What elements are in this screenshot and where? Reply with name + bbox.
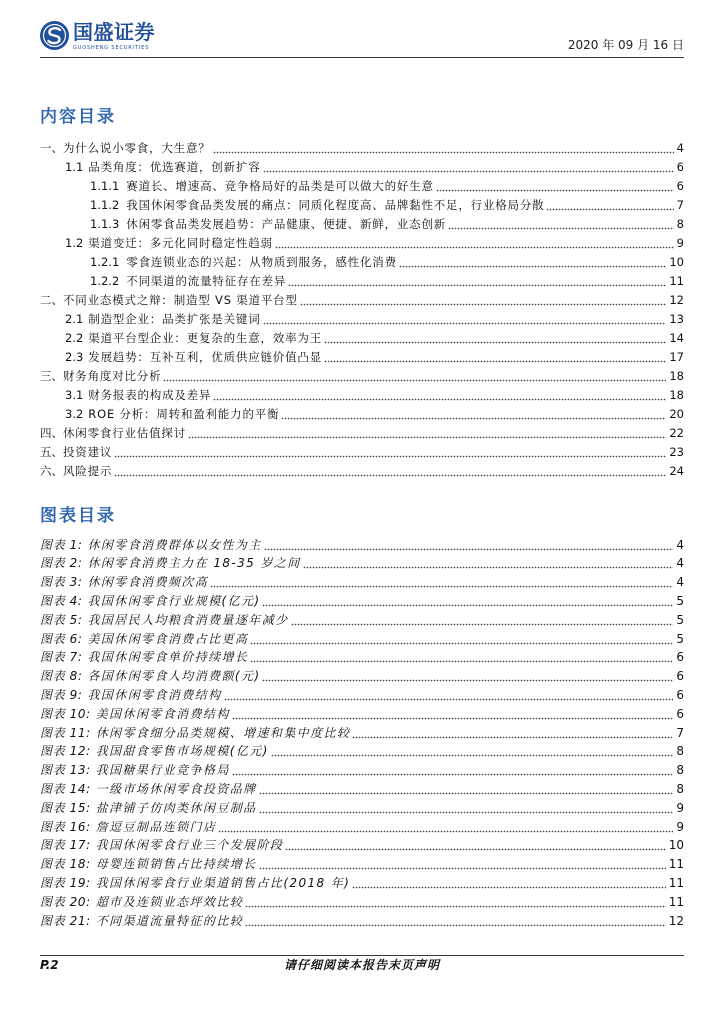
toc-entry-number: 3.1 bbox=[65, 388, 84, 402]
dot-leader bbox=[546, 196, 673, 215]
toc-entry-number: 四、 bbox=[40, 426, 63, 440]
figure-page: 6 bbox=[676, 669, 684, 684]
toc-entry-number: 1.1.2 bbox=[90, 198, 120, 212]
dot-leader bbox=[213, 139, 674, 158]
toc-entry-title: 发展趋势：互补互利，优质供应链价值凸显 bbox=[88, 350, 322, 364]
toc-entry-number: 3.2 bbox=[65, 407, 84, 421]
toc-entry-page: 22 bbox=[669, 426, 684, 440]
figure-title: 母婴连锁销售占比持续增长 bbox=[95, 857, 257, 872]
toc-entry-title: 不同业态模式之辩：制造型 VS 渠道平台型 bbox=[63, 293, 298, 307]
toc-entry-4[interactable] bbox=[40, 424, 684, 443]
footer-divider bbox=[40, 955, 684, 956]
dot-leader bbox=[324, 329, 666, 348]
figure-entry-8[interactable] bbox=[40, 667, 684, 686]
figure-title: 我国休闲零食消费结构 bbox=[87, 687, 222, 702]
figure-page: 8 bbox=[676, 763, 684, 778]
dot-leader bbox=[163, 367, 666, 386]
logo-name: 国盛证券 bbox=[73, 20, 155, 44]
toc-entry-title: 渠道变迁：多元化同时稳定性趋弱 bbox=[88, 236, 273, 250]
dot-leader bbox=[245, 912, 666, 931]
dot-leader bbox=[232, 761, 674, 780]
toc-entry-1-2[interactable] bbox=[40, 234, 684, 253]
dot-leader bbox=[262, 592, 673, 611]
figure-title: 休闲零食消费主力在 18-35 岁之间 bbox=[87, 556, 301, 571]
dot-leader bbox=[436, 177, 674, 196]
figure-entry-4[interactable] bbox=[40, 592, 684, 611]
dot-leader bbox=[259, 799, 674, 818]
figure-page: 4 bbox=[676, 556, 684, 571]
dot-leader bbox=[210, 573, 673, 592]
figure-entry-9[interactable] bbox=[40, 686, 684, 705]
figure-entry-17[interactable] bbox=[40, 836, 684, 855]
toc-entry-number: 1.1.3 bbox=[90, 217, 120, 231]
figure-label: 图表 13: bbox=[40, 763, 91, 778]
dot-leader bbox=[218, 818, 673, 837]
figure-page: 5 bbox=[676, 593, 684, 608]
figure-title: 詹逗豆制品连锁门店 bbox=[95, 819, 217, 834]
guosheng-logo-icon bbox=[39, 20, 70, 51]
figure-label: 图表 3: bbox=[40, 575, 83, 590]
figure-title: 美国休闲零食消费结构 bbox=[95, 706, 230, 721]
figure-title: 我国休闲零食行业渠道销售占比(2018 年) bbox=[95, 875, 351, 890]
toc-entry-1-2-1[interactable] bbox=[40, 253, 684, 272]
toc-entry-title: 风险提示 bbox=[63, 464, 113, 478]
figure-title: 超市及连锁业态坪效比较 bbox=[95, 894, 244, 909]
toc-entry-1-1-3[interactable] bbox=[40, 215, 684, 234]
dot-leader bbox=[288, 272, 666, 291]
figure-entry-18[interactable] bbox=[40, 855, 684, 874]
dot-leader bbox=[263, 310, 667, 329]
toc-entry-page: 18 bbox=[669, 388, 684, 402]
figure-title: 盐津铺子仿肉类休闲豆制品 bbox=[95, 800, 257, 815]
toc-entry-title: 财务角度对比分析 bbox=[63, 369, 162, 383]
logo-wordmark bbox=[73, 20, 155, 51]
toc-entry-title: 品类角度：优选赛道，创新扩容 bbox=[88, 160, 261, 174]
toc-entry-title: 财务报表的构成及差异 bbox=[88, 388, 212, 402]
toc-entry-page: 6 bbox=[676, 179, 684, 193]
toc-entry-number: 五、 bbox=[40, 445, 63, 459]
toc-entry-number: 六、 bbox=[40, 464, 63, 478]
dot-leader bbox=[114, 462, 666, 481]
toc-entry-title: 休闲零食行业估值探讨 bbox=[63, 426, 186, 440]
toc-entry-title: 零食连锁业态的兴起：从物质到服务，感性化消费 bbox=[126, 255, 397, 269]
figure-page: 9 bbox=[676, 819, 684, 834]
figure-entry-5[interactable] bbox=[40, 611, 684, 630]
figure-page: 10 bbox=[668, 838, 684, 853]
figure-page: 8 bbox=[676, 781, 684, 796]
toc-entry-1-2-2[interactable] bbox=[40, 272, 684, 291]
toc-entry-number: 1.2 bbox=[65, 236, 84, 250]
toc-entry-page: 20 bbox=[669, 407, 684, 421]
figure-entry-20[interactable] bbox=[40, 893, 684, 912]
toc-entry-page: 14 bbox=[669, 331, 684, 345]
toc-entry-title: 为什么说小零食，大生意？ bbox=[63, 141, 211, 155]
toc-entry-page: 10 bbox=[669, 255, 684, 269]
toc-entry-3[interactable] bbox=[40, 367, 684, 386]
toc-entry-page: 4 bbox=[676, 141, 684, 155]
figure-label: 图表 15: bbox=[40, 800, 91, 815]
toc-entry-number: 2.2 bbox=[65, 331, 84, 345]
dot-leader bbox=[245, 893, 666, 912]
toc-entry-title: 渠道平台型企业：更复杂的生意，效率为王 bbox=[88, 331, 322, 345]
figure-entry-3[interactable] bbox=[40, 573, 684, 592]
figure-page: 11 bbox=[668, 857, 684, 872]
figure-entry-13[interactable] bbox=[40, 761, 684, 780]
toc-entry-1-1[interactable] bbox=[40, 158, 684, 177]
toc-entry-title: 不同渠道的流量特征存在差异 bbox=[126, 274, 287, 288]
contents-list bbox=[40, 139, 684, 481]
figure-label: 图表 21: bbox=[40, 913, 91, 928]
dot-leader bbox=[224, 686, 674, 705]
toc-entry-5[interactable] bbox=[40, 443, 684, 462]
figure-label: 图表 5: bbox=[40, 612, 83, 627]
figure-label: 图表 18: bbox=[40, 857, 91, 872]
dot-leader bbox=[262, 667, 673, 686]
figure-title: 休闲零食消费频次高 bbox=[87, 575, 209, 590]
figure-page: 6 bbox=[676, 687, 684, 702]
figure-entry-14[interactable] bbox=[40, 780, 684, 799]
figure-page: 11 bbox=[668, 894, 684, 909]
figure-title: 我国休闲零食行业三个发展阶段 bbox=[95, 838, 284, 853]
dot-leader bbox=[448, 215, 674, 234]
toc-entry-2-2[interactable] bbox=[40, 329, 684, 348]
toc-entry-3-1[interactable] bbox=[40, 386, 684, 405]
figure-label: 图表 7: bbox=[40, 650, 83, 665]
figures-list bbox=[40, 536, 684, 931]
figure-title: 我国休闲零食单价持续增长 bbox=[87, 650, 249, 665]
toc-entry-1-1-1[interactable] bbox=[40, 177, 684, 196]
figure-page: 6 bbox=[676, 650, 684, 665]
dot-leader bbox=[271, 742, 674, 761]
toc-entry-1-1-2[interactable] bbox=[40, 196, 684, 215]
dot-leader bbox=[399, 253, 666, 272]
toc-entry-title: 赛道长、增速高、竞争格局好的品类是可以做大的好生意 bbox=[126, 179, 434, 193]
toc-entry-page: 18 bbox=[669, 369, 684, 383]
toc-entry-title: 休闲零食品类发展趋势：产品健康、便捷、新鲜，业态创新 bbox=[126, 217, 447, 231]
figure-label: 图表 9: bbox=[40, 687, 83, 702]
toc-entry-page: 17 bbox=[669, 350, 684, 364]
figure-entry-2[interactable] bbox=[40, 554, 684, 573]
figure-page: 5 bbox=[676, 612, 684, 627]
figures-heading: 图表目录 bbox=[40, 506, 116, 526]
figure-label: 图表 12: bbox=[40, 744, 91, 759]
figure-entry-7[interactable] bbox=[40, 648, 684, 667]
figure-entry-6[interactable] bbox=[40, 630, 684, 649]
figure-title: 休闲零食细分品类规模、增速和集中度比较 bbox=[95, 725, 351, 740]
toc-entry-title: 投资建议 bbox=[63, 445, 113, 459]
figure-page: 4 bbox=[676, 575, 684, 590]
toc-entry-2-1[interactable] bbox=[40, 310, 684, 329]
page-number: P.2 bbox=[40, 958, 59, 972]
figure-title: 一级市场休闲零食投资品牌 bbox=[95, 781, 257, 796]
figure-entry-12[interactable] bbox=[40, 742, 684, 761]
toc-entry-page: 6 bbox=[676, 160, 684, 174]
dot-leader bbox=[259, 855, 666, 874]
figure-title: 我国甜食零售市场规模(亿元) bbox=[95, 744, 269, 759]
toc-entry-page: 13 bbox=[669, 312, 684, 326]
dot-leader bbox=[352, 874, 665, 893]
toc-entry-2[interactable] bbox=[40, 291, 684, 310]
toc-entry-number: 1.2.1 bbox=[90, 255, 120, 269]
toc-entry-number: 二、 bbox=[40, 293, 63, 307]
figure-entry-11[interactable] bbox=[40, 724, 684, 743]
dot-leader bbox=[285, 836, 665, 855]
toc-entry-title: 制造型企业：品类扩张是关键词 bbox=[88, 312, 261, 326]
figure-label: 图表 20: bbox=[40, 894, 91, 909]
dot-leader bbox=[213, 386, 666, 405]
dot-leader bbox=[303, 554, 674, 573]
dot-leader bbox=[263, 158, 674, 177]
dot-leader bbox=[250, 648, 673, 667]
header-divider bbox=[40, 57, 684, 58]
dot-leader bbox=[259, 780, 674, 799]
figure-label: 图表 1: bbox=[40, 537, 83, 552]
dot-leader bbox=[264, 536, 674, 555]
footer-disclaimer: 请仔细阅读本报告末页声明 bbox=[283, 958, 440, 972]
toc-entry-title: 我国休闲零食品类发展的痛点：同质化程度高、品牌黏性不足，行业格局分散 bbox=[126, 198, 545, 212]
figure-page: 4 bbox=[676, 537, 684, 552]
figure-title: 不同渠道流量特征的比较 bbox=[95, 913, 244, 928]
dot-leader bbox=[291, 611, 674, 630]
figure-entry-10[interactable] bbox=[40, 705, 684, 724]
figure-page: 9 bbox=[676, 800, 684, 815]
figure-page: 6 bbox=[676, 706, 684, 721]
figure-page: 5 bbox=[676, 631, 684, 646]
toc-entry-page: 11 bbox=[669, 274, 684, 288]
toc-entry-title: ROE 分析：周转和盈利能力的平衡 bbox=[88, 407, 280, 421]
figure-entry-15[interactable] bbox=[40, 799, 684, 818]
toc-entry-number: 1.1.1 bbox=[90, 179, 120, 193]
toc-entry-page: 7 bbox=[676, 198, 684, 212]
dot-leader bbox=[300, 291, 667, 310]
dot-leader bbox=[232, 705, 674, 724]
toc-entry-3-2[interactable] bbox=[40, 405, 684, 424]
toc-entry-number: 2.3 bbox=[65, 350, 84, 364]
figure-label: 图表 10: bbox=[40, 706, 91, 721]
toc-entry-page: 9 bbox=[676, 236, 684, 250]
toc-entry-page: 24 bbox=[669, 464, 684, 478]
figure-label: 图表 4: bbox=[40, 593, 83, 608]
toc-entry-2-3[interactable] bbox=[40, 348, 684, 367]
dot-leader bbox=[114, 443, 666, 462]
dot-leader bbox=[275, 234, 674, 253]
figure-label: 图表 6: bbox=[40, 631, 83, 646]
figure-label: 图表 11: bbox=[40, 725, 91, 740]
figure-title: 我国休闲零食行业规模(亿元) bbox=[87, 593, 261, 608]
toc-entry-6[interactable] bbox=[40, 462, 684, 481]
company-logo bbox=[39, 20, 155, 54]
figure-entry-1[interactable] bbox=[40, 536, 684, 555]
figure-label: 图表 17: bbox=[40, 838, 91, 853]
contents-heading: 内容目录 bbox=[40, 107, 116, 127]
figure-label: 图表 14: bbox=[40, 781, 91, 796]
figure-title: 我国居民人均粮食消费量逐年减少 bbox=[87, 612, 289, 627]
toc-entry-number: 2.1 bbox=[65, 312, 84, 326]
dot-leader bbox=[324, 348, 666, 367]
figure-title: 休闲零食消费群体以女性为主 bbox=[87, 537, 262, 552]
figure-entry-16[interactable] bbox=[40, 818, 684, 837]
logo-english-name: GUOSHENG SECURITIES bbox=[73, 45, 150, 51]
figure-page: 11 bbox=[668, 875, 684, 890]
figure-page: 7 bbox=[676, 725, 684, 740]
figure-entry-19[interactable] bbox=[40, 874, 684, 893]
figure-entry-21[interactable] bbox=[40, 912, 684, 931]
toc-entry-number: 1.2.2 bbox=[90, 274, 120, 288]
figure-label: 图表 16: bbox=[40, 819, 91, 834]
figure-page: 8 bbox=[676, 744, 684, 759]
toc-entry-page: 12 bbox=[669, 293, 684, 307]
figure-label: 图表 2: bbox=[40, 556, 83, 571]
figure-label: 图表 19: bbox=[40, 875, 91, 890]
toc-entry-1[interactable] bbox=[40, 139, 684, 158]
figure-title: 我国糖果行业竞争格局 bbox=[95, 763, 230, 778]
figure-label: 图表 8: bbox=[40, 669, 83, 684]
figure-title: 各国休闲零食人均消费额(元) bbox=[87, 669, 261, 684]
dot-leader bbox=[281, 405, 666, 424]
figure-title: 美国休闲零食消费占比更高 bbox=[87, 631, 249, 646]
toc-entry-number: 1.1 bbox=[65, 160, 84, 174]
toc-entry-page: 23 bbox=[669, 445, 684, 459]
toc-entry-number: 三、 bbox=[40, 369, 63, 383]
toc-entry-page: 8 bbox=[676, 217, 684, 231]
figure-page: 12 bbox=[668, 913, 684, 928]
dot-leader bbox=[188, 424, 666, 443]
toc-entry-number: 一、 bbox=[40, 141, 63, 155]
report-date: 2020 年 09 月 16 日 bbox=[567, 38, 684, 52]
dot-leader bbox=[250, 630, 673, 649]
dot-leader bbox=[352, 724, 673, 743]
